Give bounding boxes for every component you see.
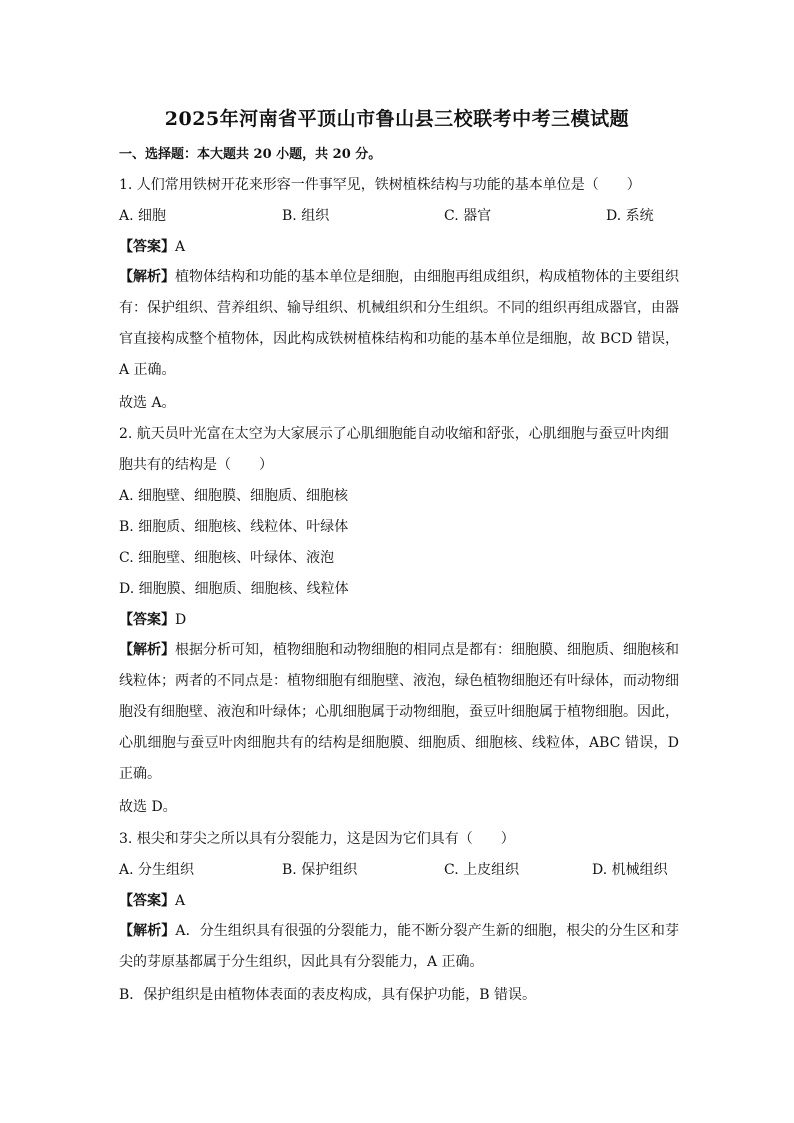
analysis-text: A．分生组织具有很强的分裂能力，能不断分裂产生新的细胞，根尖的分生区和芽尖的芽原基都属于分生组织，因此具有分裂能力，A 正确。 bbox=[119, 923, 680, 970]
question-2-answer bbox=[119, 611, 186, 629]
section-heading: 一、选择题：本大题共 20 小题，共 20 分。 bbox=[119, 147, 382, 162]
question-2-stem-line-1: 2. 航天员叶光富在太空为大家展示了心肌细胞能自动收缩和舒张，心肌细胞与蚕豆叶肉细 bbox=[119, 426, 669, 442]
answer-value: A bbox=[175, 893, 186, 909]
page-title: 2025年河南省平顶山市鲁山县三校联考中考三模试题 bbox=[164, 108, 630, 130]
option-a: A. 细胞 bbox=[119, 208, 167, 224]
analysis-tag: 【解析】 bbox=[119, 923, 176, 939]
option-c: C. 上皮组织 bbox=[444, 862, 520, 878]
option-b: B. 细胞质、细胞核、线粒体、叶绿体 bbox=[119, 519, 349, 535]
question-2-analysis bbox=[119, 635, 679, 790]
question-1-options bbox=[119, 207, 679, 225]
option-d: D. 机械组织 bbox=[592, 862, 668, 878]
option-d: D. 系统 bbox=[606, 208, 654, 224]
question-1-stem: 1. 人们常用铁树开花来形容一件事罕见，铁树植株结构与功能的基本单位是（ ） bbox=[119, 177, 641, 193]
analysis-tag: 【解析】 bbox=[119, 642, 175, 658]
answer-tag: 【答案】 bbox=[119, 612, 175, 628]
answer-tag: 【答案】 bbox=[119, 239, 175, 255]
analysis-text: 植物体结构和功能的基本单位是细胞，由细胞再组成组织，构成植物体的主要组织有：保护组织、营养组织、输导组织、机械组织和分生组织。不同的组织再组成器官，由器官直接构成整个植物体，因此构成铁树植株结构和功能的基本单位是细胞，故 BCD 错误，A 正确。 bbox=[119, 269, 679, 378]
question-3-answer bbox=[119, 892, 185, 910]
analysis-text: 根据分析可知，植物细胞和动物细胞的相同点是都有：细胞膜、细胞质、细胞核和线粒体；两者的不同点是：植物细胞有细胞壁、液泡，绿色植物细胞还有叶绿体，而动物细胞没有细胞壁、液泡和叶绿体；心肌细胞属于动物细胞，蚕豆叶细胞属于植物细胞。因此，心肌细胞与蚕豆叶肉细胞共有的结构是细胞膜、细胞质、细胞核、线粒体，ABC 错误，D 正确。 bbox=[119, 642, 679, 782]
question-1-analysis bbox=[119, 262, 679, 386]
option-b: B. 组织 bbox=[282, 208, 330, 224]
question-3-analysis bbox=[119, 916, 679, 978]
answer-tag: 【答案】 bbox=[119, 893, 175, 909]
option-a: A. 细胞壁、细胞膜、细胞质、细胞核 bbox=[119, 488, 349, 504]
option-a: A. 分生组织 bbox=[119, 862, 195, 878]
question-2-conclusion: 故选 D。 bbox=[119, 799, 177, 815]
option-c: C. 器官 bbox=[444, 208, 492, 224]
answer-value: A bbox=[175, 239, 186, 255]
option-b: B. 保护组织 bbox=[282, 862, 358, 878]
question-3-analysis-b: B．保护组织是由植物体表面的表皮构成，具有保护功能，B 错误。 bbox=[119, 987, 537, 1003]
option-d: D. 细胞膜、细胞质、细胞核、线粒体 bbox=[119, 581, 349, 597]
question-1-conclusion: 故选 A。 bbox=[119, 395, 176, 411]
question-3-stem: 3. 根尖和芽尖之所以具有分裂能力，这是因为它们具有（ ） bbox=[119, 831, 515, 847]
option-c: C. 细胞壁、细胞核、叶绿体、液泡 bbox=[119, 550, 335, 566]
question-2-stem-line-2: 胞共有的结构是（ ） bbox=[119, 457, 273, 473]
question-3-options bbox=[119, 861, 679, 879]
question-1-answer bbox=[119, 238, 185, 256]
analysis-tag: 【解析】 bbox=[119, 269, 175, 285]
answer-value: D bbox=[175, 612, 187, 628]
